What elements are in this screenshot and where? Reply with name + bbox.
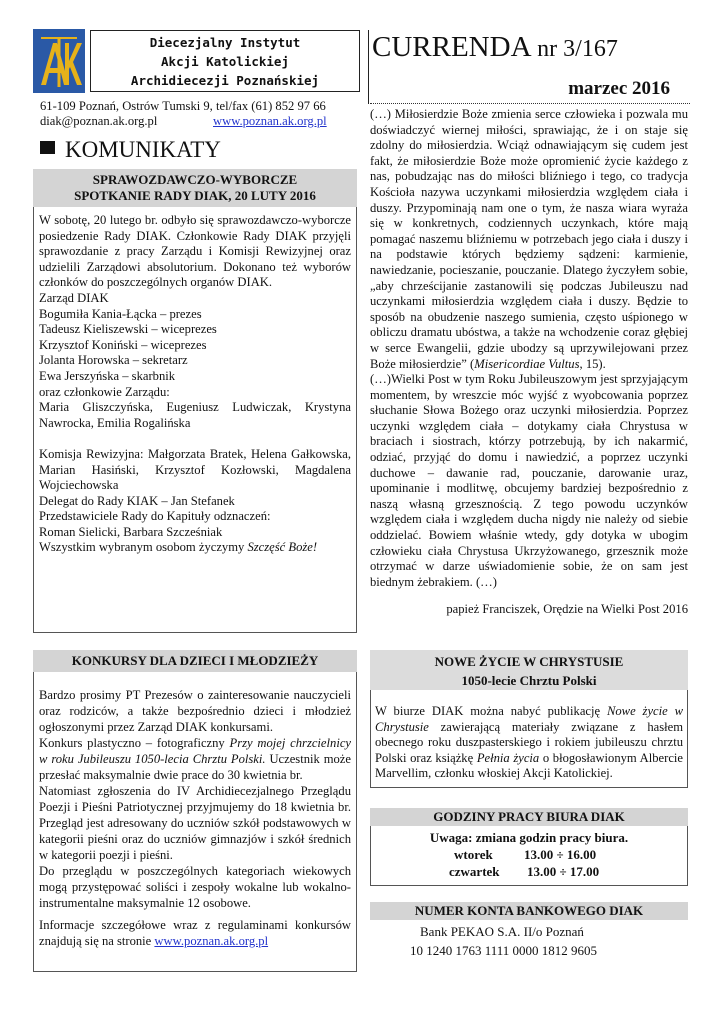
report-header-line-1: SPRAWOZDAWCZO-WYBORCZE — [92, 172, 298, 187]
section-title-text: KOMUNIKATY — [65, 137, 221, 162]
org-line-3: Archidiecezji Poznańskiej — [130, 73, 320, 88]
quote-block — [370, 107, 688, 618]
masthead-title — [372, 30, 618, 66]
masthead-date: marzec 2016 — [568, 78, 670, 99]
report-line: oraz członkowie Zarządu: — [39, 384, 170, 399]
hours-time: 13.00 ÷ 16.00 — [524, 847, 597, 862]
newlife-header-line-2: 1050-lecie Chrztu Polski — [461, 673, 597, 688]
report-body — [34, 207, 356, 556]
report-line: Ewa Jerszyńska – skarbnik — [39, 368, 176, 383]
quote-p1-suffix: , 15). — [579, 356, 606, 371]
newlife-header — [370, 650, 688, 690]
contact-website-link[interactable]: www.poznan.ak.org.pl — [213, 114, 327, 128]
bank-header: NUMER KONTA BANKOWEGO DIAK — [370, 902, 688, 920]
contests-website-link[interactable]: www.poznan.ak.org.pl — [154, 934, 269, 948]
masthead-divider — [368, 30, 369, 104]
contests-p2-italic: Przy mojej chrzcielnicy w roku Jubileuszu 1050-lecia Chrztu Polski. — [39, 736, 351, 766]
contests-p1: Bardzo prosimy PT Prezesów o zainteresowanie nauczycieli oraz rodziców, a także bezpośrednio dzieci i młodzież ogłoszonymi przez Zarząd DIAK konkursami. — [39, 688, 351, 734]
contact-address: 61-109 Poznań, Ostrów Tumski 9, tel/fax (61) 852 97 66 — [40, 99, 326, 113]
report-box — [33, 207, 357, 633]
hours-row — [371, 863, 687, 880]
bullet-square-icon — [40, 141, 55, 154]
quote-p2: (…)Wielki Post w tym Roku Jubileuszowym jest sprzyjającym momentem, by wreszcie móc wyjść z wyobcowania poprzez słuchanie Słowa Bożego oraz uczynki miłosierdzia. Poprzez uczynki względem ciała – dotykamy ciała Chrystusa w braciach i siostrach, którzy potrzebują, by ich nakarmić, odziać, przyjąć do domu i nawiedzić, a poprzez uczynki duchowe – dawanie rad, pouczanie, darowanie uraz, upominanie i modlitwę, obcujemy bardziej bezpośrednio z naszą własną grzesznością. Z tego powodu uczynków względem ciała i względem ducha nigdy nie należy od siebie oddzielać. Bowiem właśnie wtedy, gdy dotyka w ubogim człowieku ciała Chrystusa Ukrzyżowanego, grzesznik może otrzymać w darze uświadomienie sobie, że on sam jest biednym żebrakiem. (…) — [370, 372, 688, 589]
newlife-text — [371, 690, 687, 782]
contests-p3: Natomiast zgłoszenia do IV Archidiecezjalnego Przeglądu Poezji i Pieśni Patriotycznej przyjmujemy do 18 kwietnia br. Przegląd jest adresowany do uczniów szkół podstawowych w kategorii pieśni oraz do uczniów gimnazjów i szkół średnich w kategorii poezji i pieśni. — [39, 784, 351, 862]
hours-note: Uwaga: zmiana godzin pracy biura. — [429, 830, 629, 845]
quote-separator — [370, 103, 690, 104]
contests-p2-suffix: Uczestnik może przesłać maksymalnie dwie prace do 30 kwietnia br. — [39, 752, 351, 782]
org-line-2: Akcji Katolickiej — [161, 54, 289, 69]
report-line: Zarząd DIAK — [39, 290, 109, 305]
hours-header: GODZINY PRACY BIURA DIAK — [370, 808, 688, 826]
masthead-issue: nr 3/167 — [537, 36, 618, 62]
newlife-text-1: W biurze DIAK można nabyć publikację — [375, 704, 607, 718]
contests-body — [34, 672, 356, 949]
report-intro: W sobotę, 20 lutego br. odbyło się sprawozdawczo-wyborcze posiedzenie Rady DIAK. Członkowie Rady DIAK przyjęli sprawozdanie z pracy Zarządu i Komisji Rewizyjnej oraz udzielili Zarządowi absolutorium. Dokonano też wyborów członków do poszczególnych organów DIAK. — [39, 213, 351, 290]
bank-info — [410, 922, 598, 960]
org-line-1: Diecezjalny Instytut — [149, 35, 301, 50]
quote-p1-text: (…) Miłosierdzie Boże zmienia serce człowieka i pozwala mu doświadczyć wiernej miłości, sprawiając, że i on staje się zdolny do miłosierdzia. Wciąż odnawiającym się cudem jest fakt, że miłosierdzie Boże może opromienić życie każdego z nas, pobudzając nas do miłości bliźniego i tego, co tradycja Kościoła nazywa uczynkami miłosierdzia względem ciała i duszy. Przypominają nam one o tym, że nasza wiara wyraża się w konkretnych, codziennych uczynkach, które mają pomagać naszemu bliźniemu w potrzebach jego ciała i duszy i na podstawie których będziemy sądzeni: karmienie, nawiedzanie, pocieszanie, pouczanie. Dlatego życzyłem sobie, „aby chrześcijanie zastanowili się podczas Jubileuszu nad uczynkami miłosierdzia względem ciała i duszy. Będzie to sposób na obudzenie naszego sumienia, często uśpionego w obliczu dramatu ubóstwa, a także na wchodzenie coraz głębiej w serce Ewangelii, gdzie ubodzy są uprzywilejowani przez Boże miłosierdzie” ( — [370, 107, 688, 371]
bank-name: Bank PEKAO S.A. II/o Poznań — [420, 924, 584, 939]
ak-logo — [33, 29, 85, 93]
hours-day: czwartek — [449, 864, 500, 879]
newlife-box — [370, 690, 688, 788]
spacer — [39, 431, 351, 447]
report-line: Roman Sielicki, Barbara Szcześniak — [39, 524, 223, 539]
hours-time: 13.00 ÷ 17.00 — [527, 864, 600, 879]
report-line: Bogumiła Kania-Łącka – prezes — [39, 306, 202, 321]
report-wish-italic: Szczęść Boże! — [247, 540, 318, 555]
newlife-text-3: o błogosławionym Albercie Marvellim, członku włoskiej Akcji Katolickiej. — [375, 750, 684, 781]
masthead-name: CURRENDA — [372, 31, 530, 63]
quote-p1 — [370, 107, 688, 372]
contests-p2-prefix: Konkurs plastyczno – fotograficzny — [39, 736, 230, 750]
contests-p5-prefix: Informacje szczegółowe wraz z regulaminami konkursów znajdują się na stronie — [39, 918, 351, 948]
report-line: Jolanta Horowska – sekretarz — [39, 353, 188, 368]
newlife-text-2: zawierającą materiały związane z hasłem obecnego roku duszpasterskiego i rokiem jubileuszu chrztu Polski oraz książkę — [375, 719, 683, 765]
hours-row — [371, 846, 687, 863]
report-wish — [39, 540, 351, 556]
contests-header: KONKURSY DLA DZIECI I MŁODZIEŻY — [33, 650, 357, 672]
ak-logo-graphic — [33, 29, 85, 93]
hours-day: wtorek — [454, 847, 493, 862]
report-header — [33, 169, 357, 207]
hours-box — [370, 826, 688, 886]
report-line: Tadeusz Kieliszewski – wiceprezes — [39, 322, 217, 337]
report-line: Przedstawiciele Rady do Kapituły odznaczeń: — [39, 509, 271, 524]
contests-box — [33, 672, 357, 972]
quote-source: papież Franciszek, Orędzie na Wielki Post 2016 — [446, 602, 688, 617]
report-line: Delegat do Rady KIAK – Jan Stefanek — [39, 493, 235, 508]
newlife-italic-1: Nowe życie w Chrystusie — [375, 704, 683, 734]
bank-account: 10 1240 1763 1111 0000 1812 9605 — [410, 943, 598, 958]
section-title — [40, 137, 221, 163]
contests-p5 — [39, 917, 351, 949]
newlife-header-line-1: NOWE ŻYCIE W CHRYSTUSIE — [434, 654, 624, 669]
org-name-box — [90, 30, 360, 92]
report-members: Maria Gliszczyńska, Eugeniusz Ludwiczak, Krystyna Nawrocka, Emilia Rogalińska — [39, 400, 351, 430]
contact-email[interactable]: diak@poznan.ak.org.pl — [40, 114, 158, 128]
newlife-italic-2: Pełnia życia — [476, 750, 540, 765]
quote-p1-italic: Misericordiae Vultus — [474, 356, 580, 371]
report-wish-text: Wszystkim wybranym osobom życzymy — [39, 540, 248, 555]
report-line: Krzysztof Koniński – wiceprezes — [39, 337, 207, 352]
report-audit: Komisja Rewizyjna: Małgorzata Bratek, Helena Gałkowska, Marian Hasiński, Krzysztof Kozłowski, Magdalena Wojciechowska — [39, 446, 351, 493]
contests-p4: Do przeglądu w poszczególnych kategoriach wiekowych mogą przystępować soliści i zespoły wokalne lub wokalno-instrumentalne maksymalnie 12 osobowe. — [39, 864, 351, 910]
report-header-line-2: SPOTKANIE RADY DIAK, 20 LUTY 2016 — [74, 188, 316, 203]
contests-p2 — [39, 735, 351, 783]
